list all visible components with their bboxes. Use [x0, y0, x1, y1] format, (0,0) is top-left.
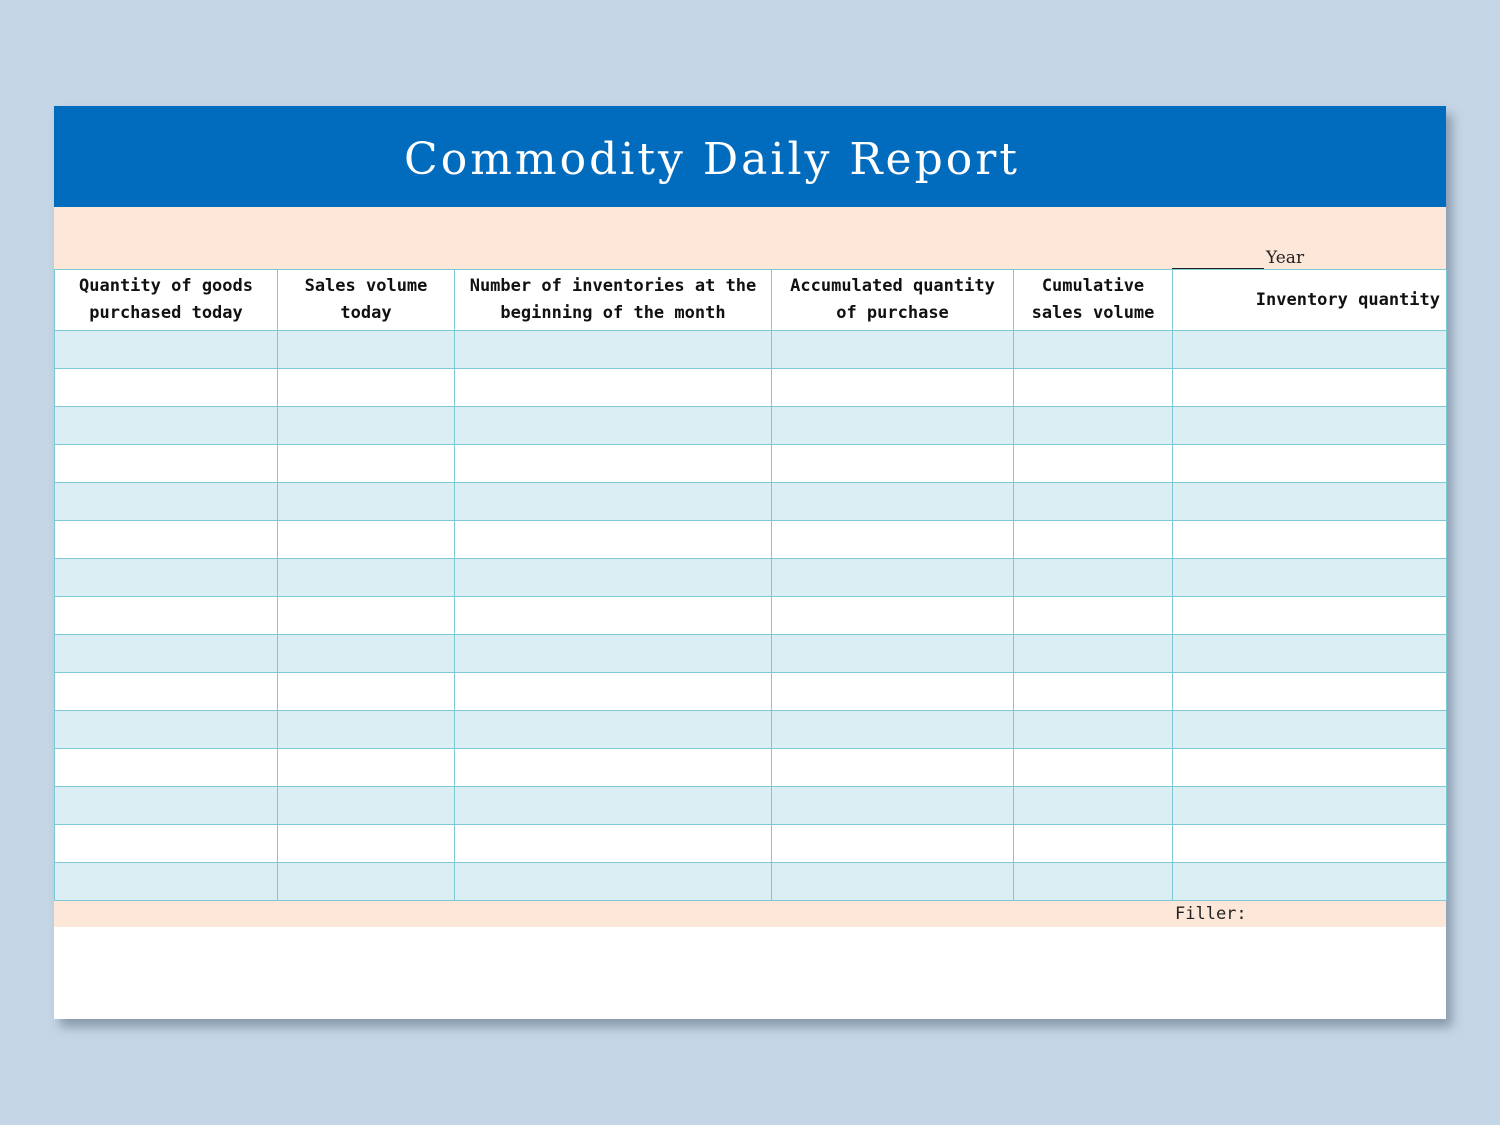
table-cell[interactable]: [455, 635, 772, 673]
table-cell[interactable]: [278, 407, 455, 445]
table-cell[interactable]: [1173, 521, 1447, 559]
table-row: [55, 635, 1447, 673]
table-cell[interactable]: [455, 559, 772, 597]
table-cell[interactable]: [1014, 445, 1173, 483]
table-cell[interactable]: [55, 521, 278, 559]
table-cell[interactable]: [278, 331, 455, 369]
table-cell[interactable]: [55, 673, 278, 711]
header-line: of purchase: [836, 303, 949, 323]
table-cell[interactable]: [455, 331, 772, 369]
table-cell[interactable]: [772, 369, 1014, 407]
table-cell[interactable]: [1014, 521, 1173, 559]
table-row: [55, 597, 1447, 635]
table-cell[interactable]: [772, 521, 1014, 559]
table-cell[interactable]: [278, 673, 455, 711]
table-row: [55, 749, 1447, 787]
table-cell[interactable]: [1014, 407, 1173, 445]
table-cell[interactable]: [278, 711, 455, 749]
table-cell[interactable]: [772, 863, 1014, 901]
table-cell[interactable]: [772, 711, 1014, 749]
table-cell[interactable]: [1173, 635, 1447, 673]
table-row: [55, 711, 1447, 749]
table-cell[interactable]: [455, 521, 772, 559]
table-row: [55, 331, 1447, 369]
header-cumulative-sales-volume: [1014, 270, 1173, 331]
table-cell[interactable]: [1173, 483, 1447, 521]
table-cell[interactable]: [1014, 787, 1173, 825]
table-cell[interactable]: [455, 825, 772, 863]
table-cell[interactable]: [455, 483, 772, 521]
table-row: [55, 863, 1447, 901]
table-cell[interactable]: [1014, 483, 1173, 521]
header-inventory-quantity: [1173, 270, 1447, 331]
table-row: [55, 445, 1447, 483]
table-cell[interactable]: [1173, 787, 1447, 825]
header-line: sales volume: [1031, 303, 1155, 323]
table-cell[interactable]: [455, 673, 772, 711]
table-cell[interactable]: [1173, 331, 1447, 369]
table-body: [55, 331, 1447, 901]
table-cell[interactable]: [772, 445, 1014, 483]
table-cell[interactable]: [55, 483, 278, 521]
header-line: purchased today: [89, 303, 243, 323]
table-cell[interactable]: [1014, 635, 1173, 673]
table-cell[interactable]: [772, 635, 1014, 673]
table-cell[interactable]: [772, 749, 1014, 787]
table-cell[interactable]: [55, 635, 278, 673]
table-row: [55, 673, 1447, 711]
table-cell[interactable]: [278, 483, 455, 521]
header-line: Inventory quantity: [1255, 289, 1440, 310]
table-cell[interactable]: [278, 597, 455, 635]
table-cell[interactable]: [55, 369, 278, 407]
header-line: Quantity of goods: [79, 276, 253, 296]
table-cell[interactable]: [455, 407, 772, 445]
table-cell[interactable]: [278, 559, 455, 597]
table-cell[interactable]: [55, 597, 278, 635]
table-cell[interactable]: [455, 445, 772, 483]
table-cell[interactable]: [55, 863, 278, 901]
table-cell[interactable]: [1173, 711, 1447, 749]
report-sheet: [54, 106, 1446, 1019]
table-cell[interactable]: [1173, 559, 1447, 597]
table-cell[interactable]: [772, 407, 1014, 445]
table-cell[interactable]: [55, 825, 278, 863]
table-cell[interactable]: [1173, 749, 1447, 787]
table-cell[interactable]: [455, 711, 772, 749]
header-line: beginning of the month: [500, 303, 726, 323]
report-table: [54, 269, 1447, 901]
table-cell[interactable]: [1014, 369, 1173, 407]
table-cell[interactable]: [772, 483, 1014, 521]
filler-label: Filler:: [1175, 904, 1247, 924]
header-line: Accumulated quantity: [790, 276, 995, 296]
table-row: [55, 521, 1447, 559]
table-row: [55, 369, 1447, 407]
table-cell[interactable]: [278, 863, 455, 901]
table-cell[interactable]: [1173, 863, 1447, 901]
table-cell[interactable]: [278, 445, 455, 483]
table-cell[interactable]: [55, 787, 278, 825]
table-cell[interactable]: [278, 369, 455, 407]
table-cell[interactable]: [772, 825, 1014, 863]
table-cell[interactable]: [55, 559, 278, 597]
table-row: [55, 787, 1447, 825]
table-cell[interactable]: [772, 673, 1014, 711]
header-sales-volume-today: [278, 270, 455, 331]
table-cell[interactable]: [1014, 711, 1173, 749]
header-line: Sales volume: [304, 276, 428, 296]
table-cell[interactable]: [455, 749, 772, 787]
header-quantity-purchased-today: [55, 270, 278, 331]
header-accumulated-quantity-purchase: [772, 270, 1014, 331]
table-row: [55, 825, 1447, 863]
table-cell[interactable]: [55, 407, 278, 445]
header-inventories-beginning-month: [455, 270, 772, 331]
table-cell[interactable]: [455, 863, 772, 901]
table-cell[interactable]: [55, 749, 278, 787]
table-cell[interactable]: [1173, 597, 1447, 635]
info-band: [54, 207, 1446, 269]
table-cell[interactable]: [1014, 597, 1173, 635]
table-cell[interactable]: [55, 331, 278, 369]
table-cell[interactable]: [455, 787, 772, 825]
table-cell[interactable]: [1014, 749, 1173, 787]
table-cell[interactable]: [55, 711, 278, 749]
table-cell[interactable]: [1014, 331, 1173, 369]
table-cell[interactable]: [772, 787, 1014, 825]
table-cell[interactable]: [1173, 673, 1447, 711]
table-row: [55, 483, 1447, 521]
table-cell[interactable]: [455, 369, 772, 407]
year-label: Year: [1266, 248, 1305, 268]
header-line: Cumulative: [1041, 276, 1145, 296]
table-cell[interactable]: [772, 331, 1014, 369]
table-cell[interactable]: [1173, 407, 1447, 445]
table-cell[interactable]: [278, 825, 455, 863]
table-cell[interactable]: [1014, 673, 1173, 711]
table-cell[interactable]: [455, 597, 772, 635]
table-cell[interactable]: [278, 787, 455, 825]
header-line: Number of inventories at the: [469, 276, 757, 296]
title-bar: [54, 106, 1446, 207]
table-cell[interactable]: [772, 559, 1014, 597]
table-cell[interactable]: [1014, 863, 1173, 901]
table-cell[interactable]: [278, 521, 455, 559]
table-cell[interactable]: [772, 597, 1014, 635]
table-row: [55, 559, 1447, 597]
table-cell[interactable]: [1173, 445, 1447, 483]
table-cell[interactable]: [1014, 559, 1173, 597]
table-cell[interactable]: [1014, 825, 1173, 863]
table-cell[interactable]: [55, 445, 278, 483]
table-cell[interactable]: [278, 749, 455, 787]
footer-band: [54, 901, 1446, 927]
report-title: Commodity Daily Report: [404, 134, 1020, 185]
table-row: [55, 407, 1447, 445]
header-line: today: [340, 303, 392, 323]
header-row: [55, 270, 1447, 331]
table-cell[interactable]: [1173, 369, 1447, 407]
table-cell[interactable]: [278, 635, 455, 673]
table-cell[interactable]: [1173, 825, 1447, 863]
